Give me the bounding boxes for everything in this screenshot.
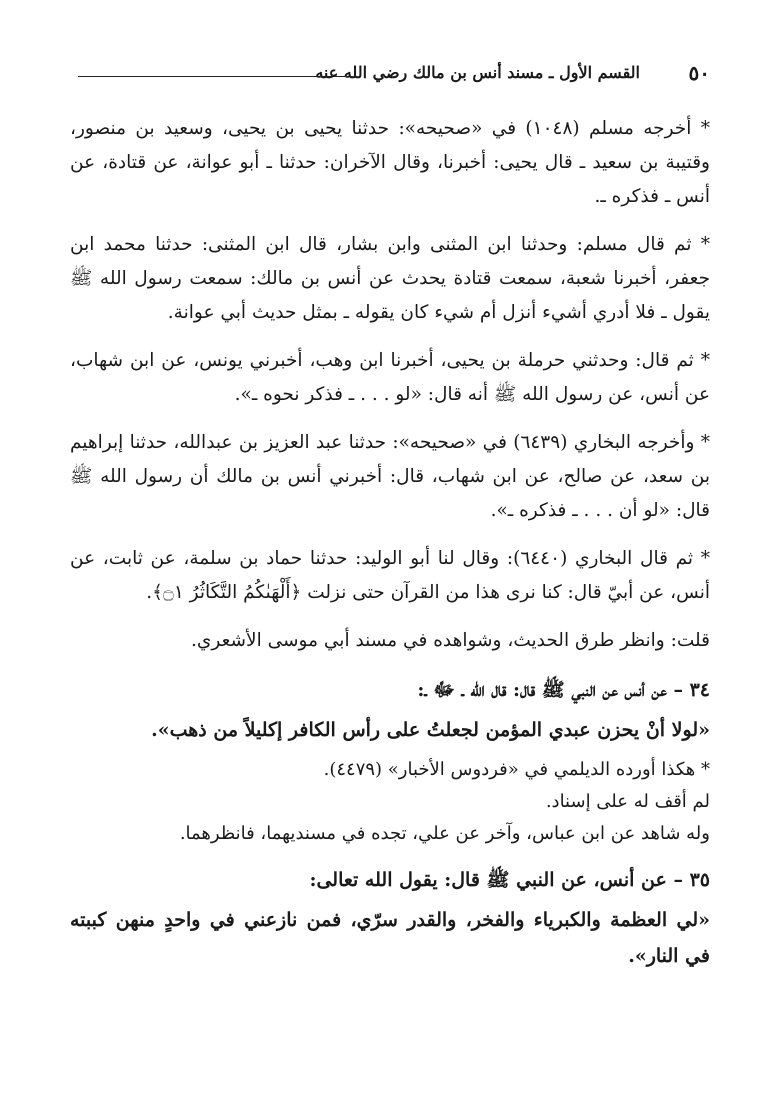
- hadith-34: [70, 672, 710, 850]
- hadith-35: [70, 862, 710, 974]
- header-rule: [78, 76, 348, 77]
- hadith-34-note-2: لم أقف له على إسناد.: [545, 791, 710, 812]
- hadith-34-text: «لولا أنْ يحزن عبدي المؤمن لجعلتُ على رأس الكافر إكليلاً من ذهب».: [151, 719, 710, 741]
- running-title: القسم الأول ـ مسند أنس بن مالك رضي الله عنه: [315, 63, 640, 82]
- hadith-35-heading: ٣٥ – عن أنس، عن النبي ﷺ قال: يقول الله تعالى:: [309, 869, 710, 891]
- paragraph-muslim-1048: * أخرجه مسلم (١٠٤٨) في «صحيحه»: حدثنا يحيى بن يحيى، وسعيد بن منصور، وقتيبة بن سعيد ـ قال يحيى: أخبرنا، وقال الآخران: حدثنا ـ أبو عوانة، عن قتادة، عن أنس ـ فذكره ـ.: [70, 118, 710, 207]
- commentary-block: [70, 112, 710, 658]
- page-number: ٥٠: [688, 61, 710, 85]
- hadith-34-note-3: وله شاهد عن ابن عباس، وآخر عن علي، تجده في مسنديهما، فانظرهما.: [179, 823, 710, 844]
- hadith-35-text: «لي العظمة والكبرياء والفخر، والقدر سرّي، فمن نازعني في واحدٍ منهن كببته في النار».: [70, 909, 710, 967]
- hadith-34-note-1: * هكذا أورده الديلمي في «فردوس الأخبار» (٤٤٧٩).: [323, 759, 710, 780]
- paragraph-bukhari-6440: * ثم قال البخاري (٦٤٤٠): وقال لنا أبو الوليد: حدثنا حماد بن سلمة، عن ثابت، عن أنس، عن أبيّ قال: كنا نرى هذا من القرآن حتى نزلت ﴿أَلْهَىٰكُمُ التَّكَاثُرُ ۝١﴾.: [70, 548, 710, 603]
- paragraph-bukhari-6439: * وأخرجه البخاري (٦٤٣٩) في «صحيحه»: حدثنا عبد العزيز بن عبدالله، حدثنا إبراهيم بن سعد، عن صالح، عن ابن شهاب، قال: أخبرني أنس بن مالك أن رسول الله ﷺ قال: «لو أن . . . ـ فذكره ـ».: [70, 432, 710, 521]
- page-header: [70, 56, 710, 90]
- paragraph-note: قلت: وانظر طرق الحديث، وشواهده في مسند أبي موسى الأشعري.: [191, 630, 710, 651]
- hadith-34-heading: ٣٤ – عن أنس عن النبي ﷺ قال: قال الله ـ ﷻ ـ:: [417, 679, 710, 701]
- document-page: [70, 56, 710, 980]
- paragraph-muslim-third-chain: * ثم قال: وحدثني حرملة بن يحيى، أخبرنا ابن وهب، أخبرني يونس، عن ابن شهاب، عن أنس، عن رسول الله ﷺ أنه قال: «لو . . . ـ فذكر نحوه ـ».: [70, 350, 710, 405]
- paragraph-muslim-second-chain: * ثم قال مسلم: وحدثنا ابن المثنى وابن بشار، قال ابن المثنى: حدثنا محمد ابن جعفر، أخبرنا شعبة، سمعت قتادة يحدث عن أنس بن مالك: سمعت رسول الله ﷺ يقول ـ فلا أدري أشيء أنزل أم شيء كان يقوله ـ بمثل حديث أبي عوانة.: [70, 234, 710, 323]
